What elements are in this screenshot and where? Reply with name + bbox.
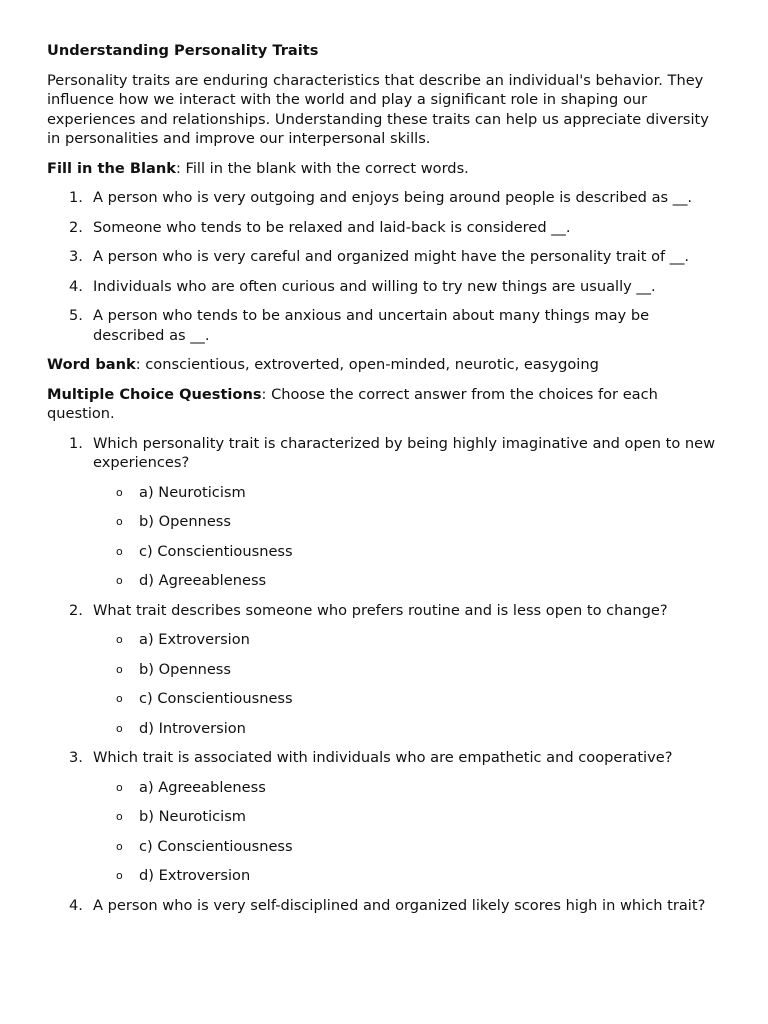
fill-blank-item [47,277,718,297]
item-number: 4. [69,277,83,295]
bullet-icon: o [116,810,123,823]
choice-text: c) Conscientiousness [139,837,293,855]
choice-text: b) Openness [139,513,232,530]
word-bank-label: Word bank [47,356,136,373]
choice-text: a) Neuroticism [139,483,246,501]
choice-item [93,807,718,827]
choice-text: d) Introversion [139,719,246,737]
choice-item [93,630,718,650]
choice-item [93,719,718,739]
choice-list [93,483,718,591]
document-title: Understanding Personality Traits [47,42,319,59]
fill-blank-item [47,247,718,267]
item-text: Someone who tends to be relaxed and laid-back is considered __. [93,218,571,236]
choice-item [93,837,718,857]
fill-blank-item [47,188,718,208]
choice-text: b) Neuroticism [139,808,247,825]
choice-list [93,630,718,738]
bullet-icon: o [116,662,123,676]
bullet-icon: o [116,721,123,735]
bullet-icon: o [116,780,123,794]
word-bank [47,355,718,375]
item-number: 1. [69,189,83,206]
question-text: A person who is very self-disciplined and organized likely scores high in which trait? [93,896,706,914]
bullet-icon: o [116,633,123,646]
bullet-icon: o [116,839,123,853]
fill-blank-item [47,218,718,238]
choice-item [93,778,718,798]
mcq-question [47,434,718,591]
bullet-icon: o [116,869,123,882]
item-number: 5. [69,307,83,324]
mcq-list [47,434,718,916]
fill-blank-instruction-text: : Fill in the blank with the correct words. [175,159,469,177]
choice-text: d) Agreeableness [139,572,267,589]
choice-text: a) Agreeableness [139,778,266,796]
choice-item [93,571,718,591]
choice-text: b) Openness [139,660,232,678]
choice-item [93,542,718,562]
bullet-icon: o [116,544,123,558]
item-text: A person who tends to be anxious and uncertain about many things may be described as __. [93,307,650,344]
question-number: 1. [69,434,83,452]
question-number: 3. [69,749,83,766]
question-text: Which trait is associated with individuals who are empathetic and cooperative? [93,749,673,766]
question-number: 2. [69,601,83,619]
mcq-instruction-text: : Choose the correct answer from the choices for each question. [47,385,658,422]
mcq-instruction [47,385,718,424]
item-number: 2. [69,218,83,236]
item-text: A person who is very outgoing and enjoys being around people is described as __. [93,189,692,206]
choice-item [93,689,718,709]
fill-blank-item [47,306,718,345]
choice-item [93,660,718,680]
fill-blank-list [47,188,718,345]
bullet-icon: o [116,692,123,705]
question-text: What trait describes someone who prefers routine and is less open to change? [93,601,668,619]
mcq-label: Multiple Choice Questions [47,385,262,403]
question-number: 4. [69,896,83,914]
fill-blank-instruction [47,159,718,179]
choice-item [93,866,718,886]
choice-list [93,778,718,886]
intro-paragraph: Personality traits are enduring characteristics that describe an individual's behavior. They influence how we interact with the world and play a significant role in shaping our experiences and relationships. Understanding these traits can help us appreciate diversity in personalities and improve our interpersonal skills. [47,71,709,147]
fill-blank-label: Fill in the Blank [47,159,176,177]
item-text: Individuals who are often curious and willing to try new things are usually __. [93,277,656,295]
item-number: 3. [69,248,83,265]
choice-text: d) Extroversion [139,867,251,884]
choice-item [93,483,718,503]
choice-text: a) Extroversion [139,631,250,648]
word-bank-text: : conscientious, extroverted, open-minded, neurotic, easygoing [135,356,599,373]
bullet-icon: o [116,485,123,499]
choice-text: c) Conscientiousness [139,690,293,707]
mcq-question [47,748,718,886]
bullet-icon: o [116,574,123,587]
mcq-question [47,896,718,916]
item-text: A person who is very careful and organized might have the personality trait of __. [93,248,690,265]
question-text: Which personality trait is characterized by being highly imaginative and open to new experiences? [93,434,716,471]
bullet-icon: o [116,515,123,528]
choice-item [93,512,718,532]
choice-text: c) Conscientiousness [139,542,293,560]
mcq-question [47,601,718,739]
